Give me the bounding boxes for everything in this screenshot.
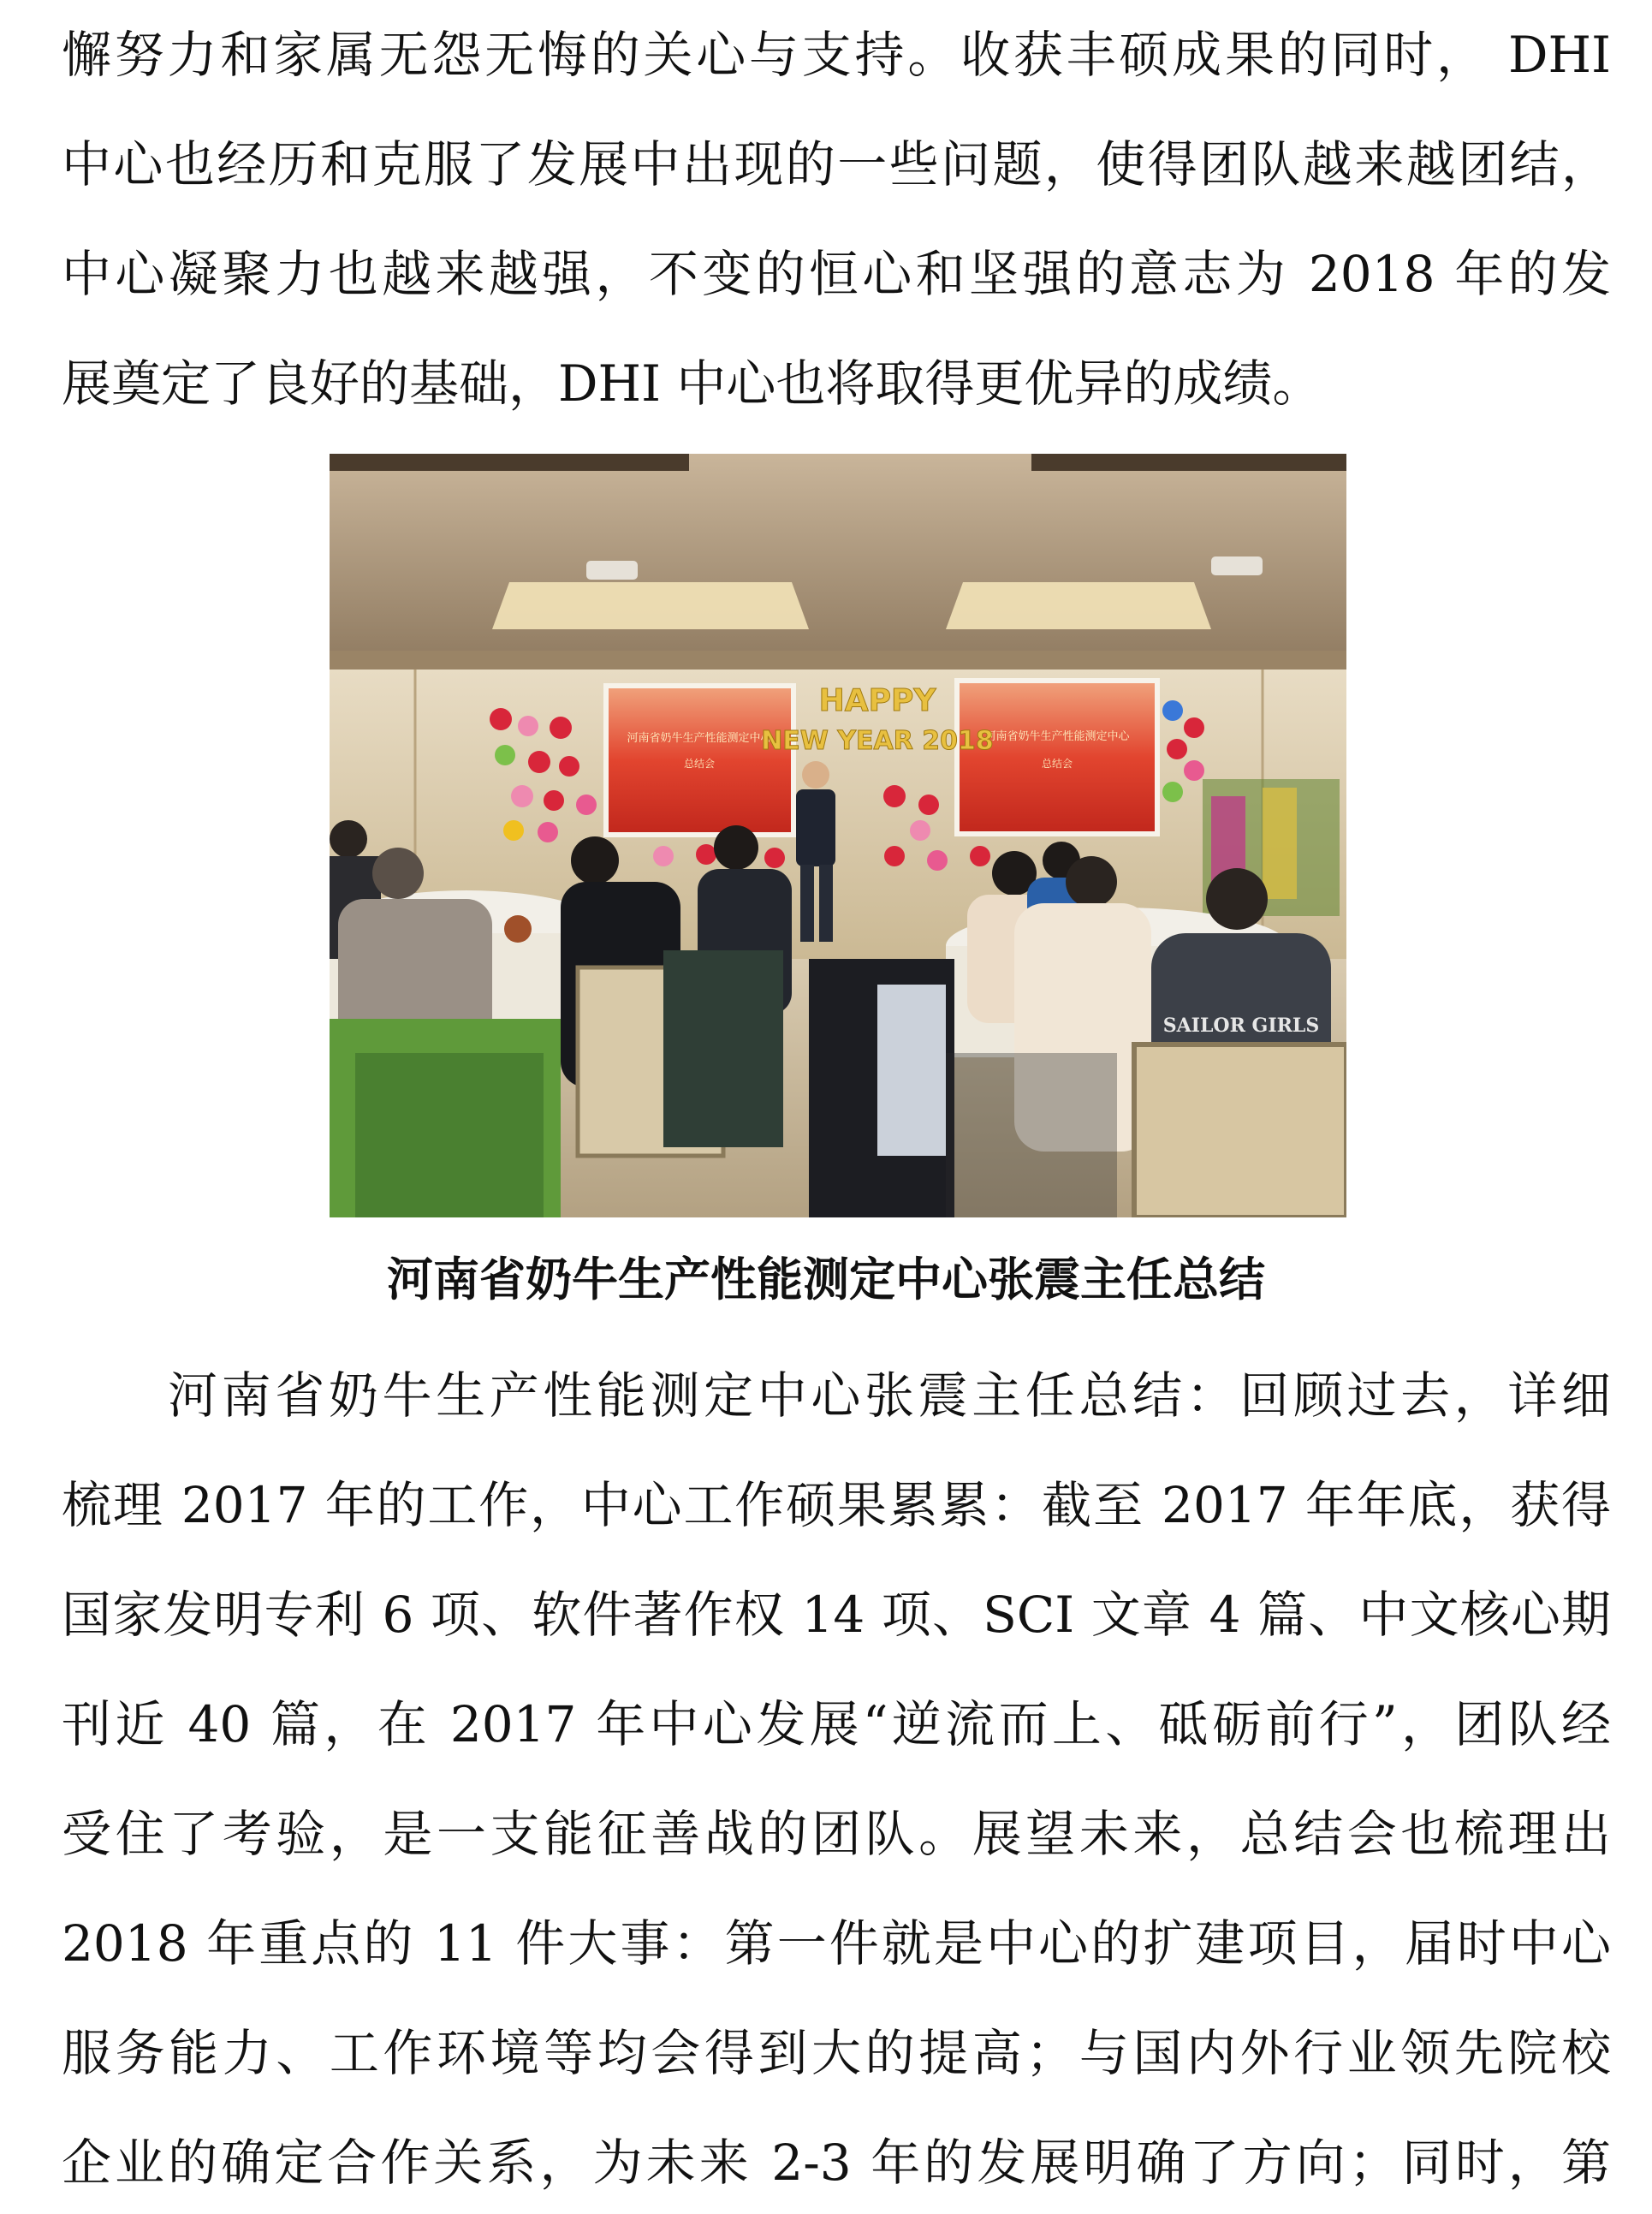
balloon-letters-new-year: NEW YEAR 2018 <box>761 726 994 756</box>
paragraph2-line-4: 刊近 40 篇，在 2017 年中心发展“逆流而上、砥砺前行”，团队经 <box>62 1695 1611 1753</box>
paragraph2-line-3: 国家发明专利 6 项、软件著作权 14 项、SCI 文章 4 篇、中文核心期 <box>62 1586 1611 1644</box>
dark-jacket <box>663 950 783 1147</box>
paragraph2-line-5: 受住了考验，是一支能征善战的团队。展望未来，总结会也梳理出 <box>62 1805 1611 1863</box>
paragraph1-line-4: 展奠定了良好的基础，DHI 中心也将取得更优异的成绩。 <box>62 354 1322 413</box>
screen-left-subtitle: 总结会 <box>683 758 716 770</box>
photo-caption: 河南省奶牛生产性能测定中心张震主任总结 <box>387 1253 1265 1306</box>
balloon-letters-happy: HAPPY <box>818 683 936 718</box>
jacket-print-text: SAILOR GIRLS <box>1162 1015 1320 1037</box>
paragraph2-line-1: 河南省奶牛生产性能测定中心张震主任总结：回顾过去，详细 <box>168 1366 1611 1425</box>
screen-right-subtitle: 总结会 <box>1041 758 1073 770</box>
paragraph1-line-1: 懈努力和家属无怨无悔的关心与支持。收获丰硕成果的同时， DHI <box>62 26 1611 84</box>
paragraph1-line-2: 中心也经历和克服了发展中出现的一些问题，使得团队越来越团结， <box>62 135 1611 193</box>
ceiling <box>330 454 1346 668</box>
paragraph1-line-3: 中心凝聚力也越来越强，不变的恒心和坚强的意志为 2018 年的发 <box>62 245 1611 303</box>
paragraph2-line-7: 服务能力、工作环境等均会得到大的提高；与国内外行业领先院校 <box>62 2024 1611 2082</box>
screen-left-title: 河南省奶牛生产性能测定中心 <box>627 732 772 745</box>
screen-right-title: 河南省奶牛生产性能测定中心 <box>984 730 1130 743</box>
paragraph2-line-6: 2018 年重点的 11 件大事：第一件就是中心的扩建项目，届时中心 <box>62 1914 1611 1973</box>
chair <box>1134 1045 1346 1217</box>
projector <box>586 561 638 580</box>
event-photo-illustration <box>330 454 1346 1217</box>
event-photo <box>330 454 1346 1217</box>
ceiling-light <box>492 582 809 629</box>
paragraph2-line-2: 梳理 2017 年的工作，中心工作硕果累累：截至 2017 年年底，获得 <box>62 1476 1611 1534</box>
projector <box>1211 556 1263 575</box>
ceiling-light <box>946 582 1211 629</box>
paragraph2-line-8: 企业的确定合作关系，为未来 2-3 年的发展明确了方向；同时，第 <box>62 2134 1611 2192</box>
